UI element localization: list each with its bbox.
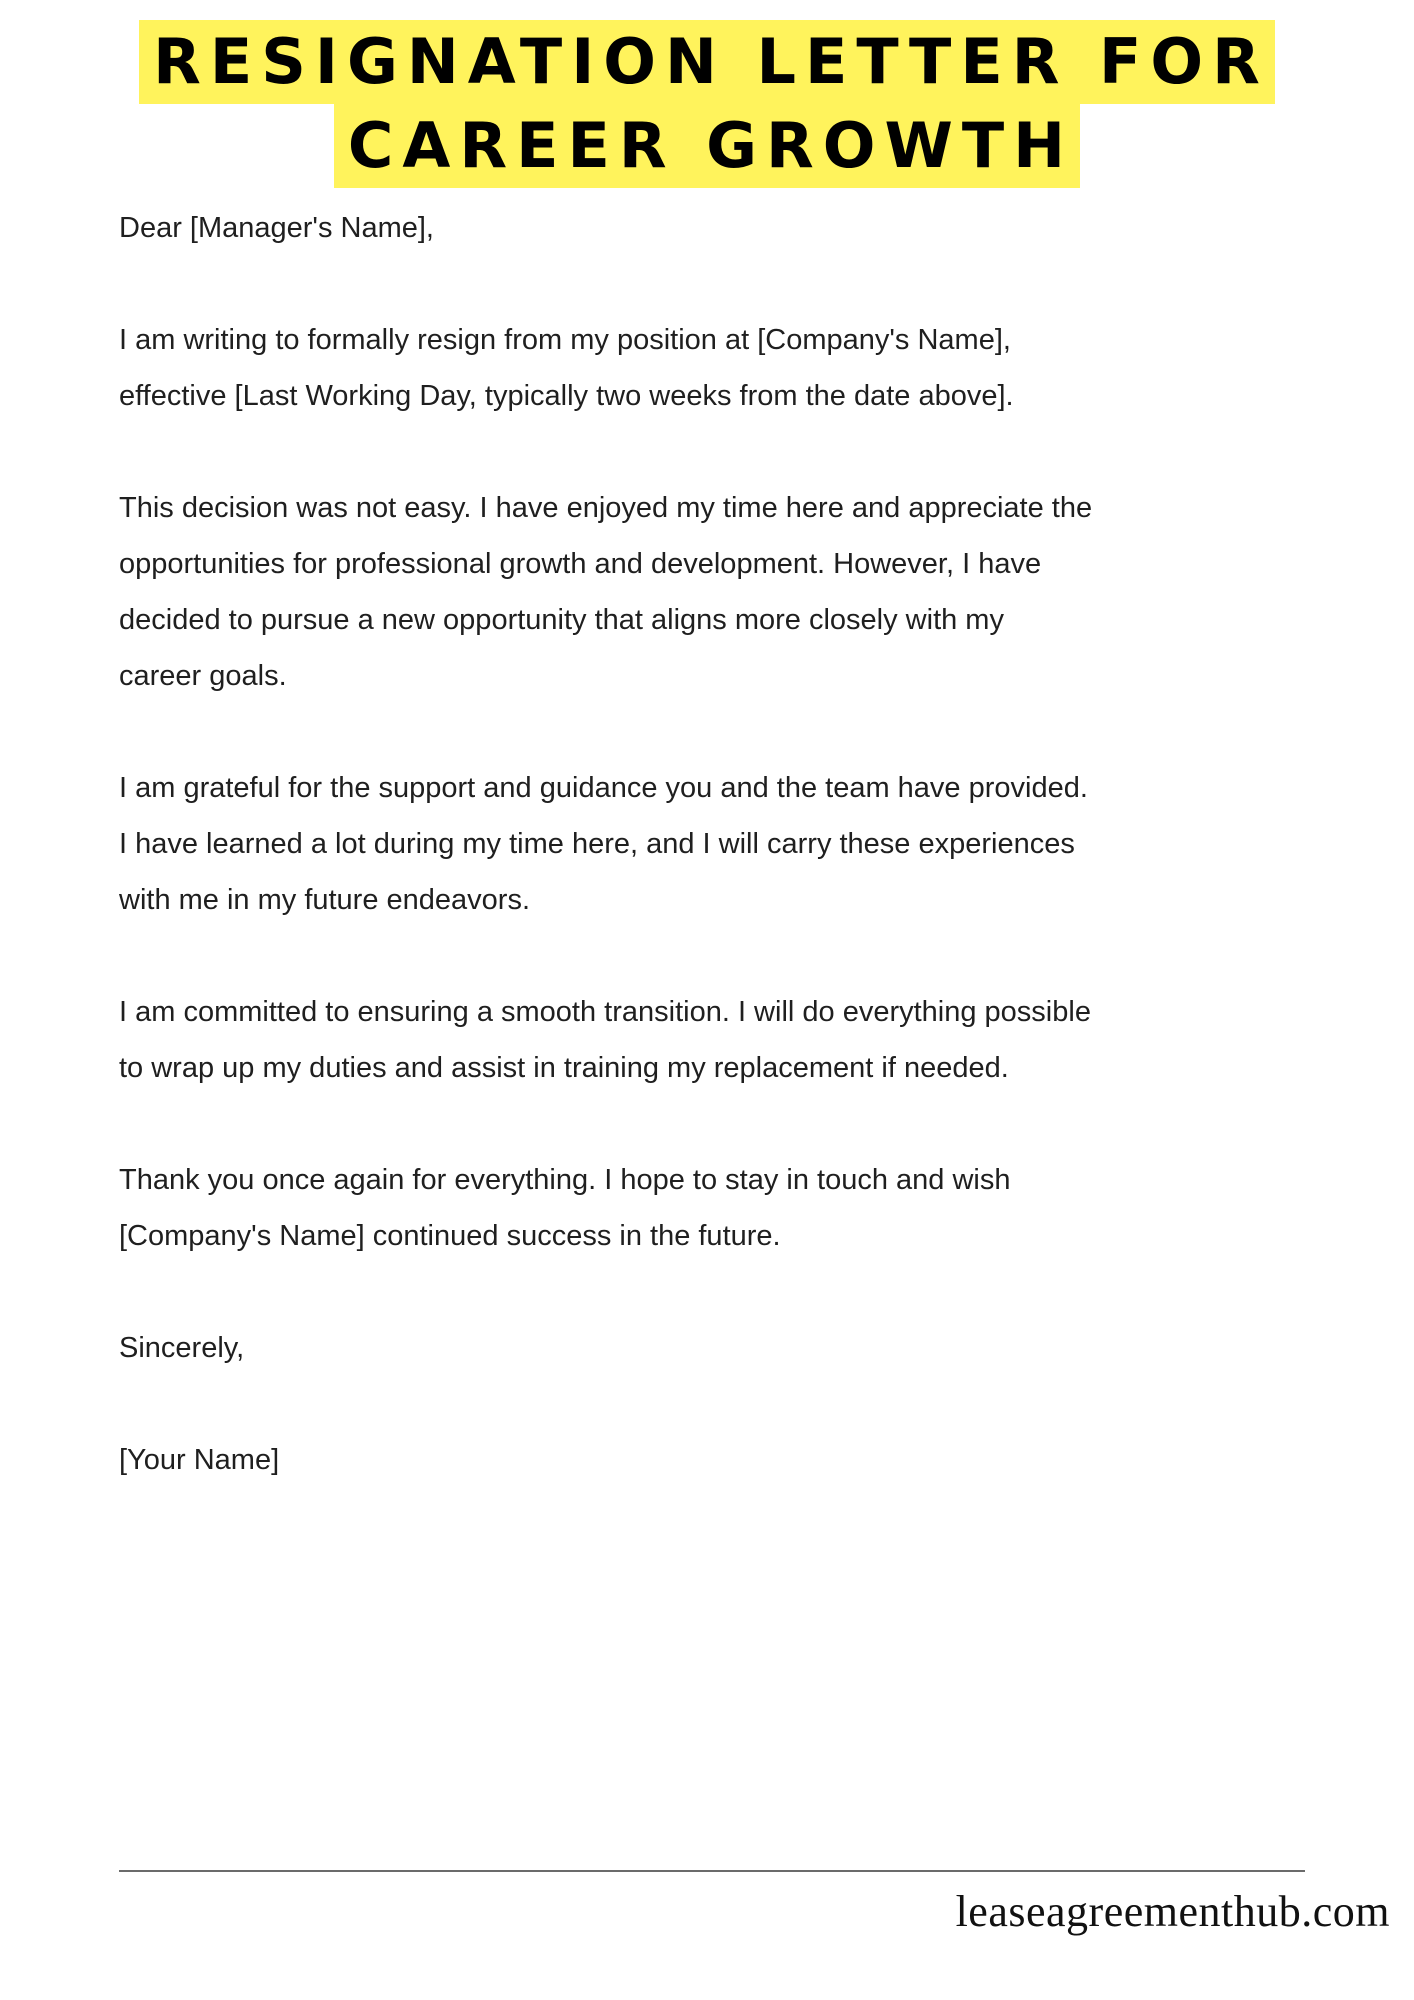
title-line-1: RESIGNATION LETTER FOR bbox=[139, 20, 1275, 104]
salutation bbox=[119, 200, 1319, 256]
closing bbox=[119, 1320, 1319, 1376]
paragraph-5-line-2: [Company's Name] continued success in the future. bbox=[119, 1220, 781, 1252]
document-title bbox=[0, 20, 1414, 188]
paragraph-2-line-3: decided to pursue a new opportunity that aligns more closely with my bbox=[119, 604, 1004, 636]
paragraph-1 bbox=[119, 312, 1319, 424]
title-line-2: CAREER GROWTH bbox=[334, 104, 1080, 188]
paragraph-1-line-2: effective [Last Working Day, typically two weeks from the date above]. bbox=[119, 380, 1014, 412]
paragraph-2 bbox=[119, 480, 1319, 704]
signature-text: [Your Name] bbox=[119, 1444, 280, 1476]
salutation-text: Dear [Manager's Name], bbox=[119, 212, 434, 244]
footer-divider bbox=[119, 1870, 1305, 1872]
paragraph-3 bbox=[119, 760, 1319, 928]
paragraph-4-line-2: to wrap up my duties and assist in training my replacement if needed. bbox=[119, 1052, 1009, 1084]
footer-brand: leaseagreementhub.com bbox=[955, 1887, 1390, 1936]
paragraph-2-line-4: career goals. bbox=[119, 660, 287, 692]
paragraph-4 bbox=[119, 984, 1319, 1096]
paragraph-2-line-2: opportunities for professional growth and development. However, I have bbox=[119, 548, 1042, 580]
paragraph-3-line-1: I am grateful for the support and guidance you and the team have provided. bbox=[119, 772, 1088, 804]
paragraph-1-line-1: I am writing to formally resign from my position at [Company's Name], bbox=[119, 324, 1011, 356]
letter-body bbox=[119, 200, 1319, 1544]
paragraph-4-line-1: I am committed to ensuring a smooth transition. I will do everything possible bbox=[119, 996, 1091, 1028]
paragraph-5-line-1: Thank you once again for everything. I hope to stay in touch and wish bbox=[119, 1164, 1011, 1196]
signature bbox=[119, 1432, 1319, 1488]
paragraph-5 bbox=[119, 1152, 1319, 1264]
paragraph-3-line-2: I have learned a lot during my time here, and I will carry these experiences bbox=[119, 828, 1075, 860]
closing-text: Sincerely, bbox=[119, 1332, 245, 1364]
paragraph-3-line-3: with me in my future endeavors. bbox=[119, 884, 531, 916]
paragraph-2-line-1: This decision was not easy. I have enjoyed my time here and appreciate the bbox=[119, 492, 1093, 524]
